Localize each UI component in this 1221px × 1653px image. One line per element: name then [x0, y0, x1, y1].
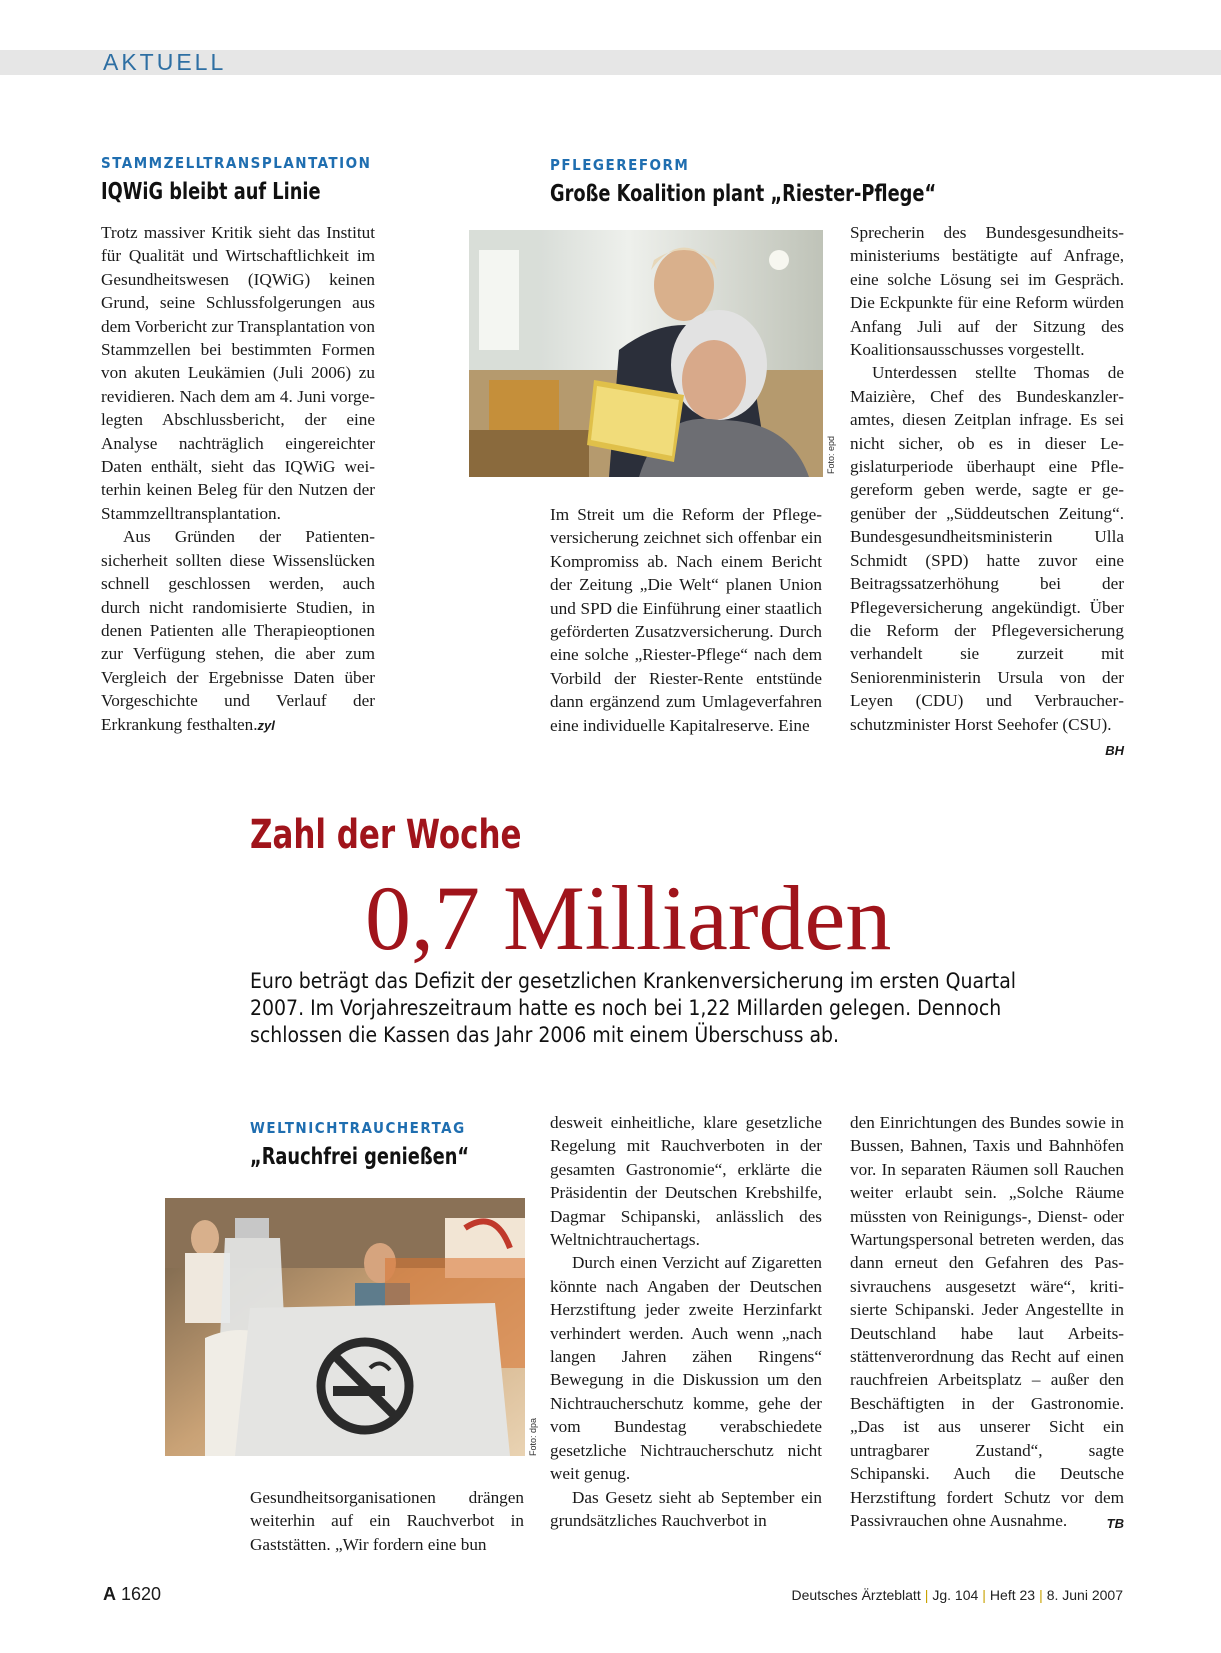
article3-column-3-text: den Einrichtungen des Bundes sowie in Bussen, Bahnen, Taxis und Bahnhöfen vor. In separaten Räumen soll Rauchen weiter erlaubt sein. „Solche Räume müssten von Reinigungs-, Dienst- oder Wartungspersonal betreten werden, das dann erneut den Gefahren des Passivrauchens ausgesetzt wäre“, kritisierte Schipanski. Jeder Angestellte in Deutschland habe laut Arbeitsstättenverordnung das Recht auf einen rauchfreien Arbeitsplatz – außer den Beschäftigten in der Gastronomie. „Das ist aus unserer Sicht ein untragbarer Zustand“, sagte Schipanski. Auch die Deutsche Herzstiftung fordert Schutz vor dem Passivrauchen ohne Ausnahme. TB	[850, 1111, 1124, 1532]
zahl-der-woche-number: 0,7 Milliarden	[365, 867, 892, 969]
article3-photo-credit: Foto: dpa	[528, 1417, 538, 1456]
journal-issue: Heft 23	[989, 1587, 1036, 1603]
section-label: AKTUELL	[103, 49, 227, 75]
photo-caregiver-reading-with-elderly-woman	[469, 230, 823, 477]
article3-signature: TB	[1106, 1515, 1124, 1531]
article3-paragraph-4: Das Gesetz sieht ab September ein grundsätzliches Rauchverbot in	[550, 1487, 822, 1530]
article3-paragraph-2: desweit einheitliche, klare gesetzliche Regelung mit Rauchverboten in der gesamten Gastronomie“, erklärte die Präsidentin der Deutschen Krebshilfe, Dagmar Schipanski, anlässlich des Weltnichtrauchertags.	[550, 1113, 822, 1250]
article2-headline: Große Koalition plant „Riester-Pflege“	[550, 181, 937, 207]
article1-kicker: STAMMZELLTRANSPLANTATION	[101, 154, 372, 172]
article2-paragraph-3: Unterdessen stellte Thomas de Maizière, Chef des Bundeskanzleramtes, diesen Zeitplan infrage. Es sei nicht sicher, ob es in dieser Legislaturperiode überhaupt eine Pflegereform geben werde, sagte er gegenüber der „Süddeutschen Zeitung“. Bundesgesundheitsministerin Ulla Schmidt (SPD) hatte zuvor eine Beitragssatzerhöhung bei der Pflegeversicherung angekündigt. Über die Reform der Pflegeversicherung verhandelt sie zurzeit mit Seniorenministerin Ursula von der Leyen (CDU) und Verbraucherschutzminister Horst Seehofer (CSU). BH	[850, 361, 1124, 736]
article3-column-1	[250, 1486, 524, 1556]
page-number	[103, 1583, 161, 1605]
article3-column-1-text: Gesundheitsorganisationen drängen weiterhin auf ein Rauchverbot in Gaststätten. „Wir fordern eine bun	[250, 1488, 524, 1554]
journal-info: Deutsches Ärzteblatt | Jg. 104 | Heft 23 | 8. Juni 2007	[791, 1587, 1123, 1603]
zahl-der-woche-text: Euro beträgt das Defizit der gesetzlichen Krankenversicherung im ersten Quartal 2007. Im Vorjahreszeitraum hatte es noch bei 1,22 Millarden gelegen. Dennoch schlossen die Kassen das Jahr 2006 mit einem Überschuss ab.	[250, 969, 1017, 1047]
page-prefix: A	[103, 1584, 116, 1604]
article2-paragraph-2: Sprecherin des Bundesgesundheitsministeriums bestätigte auf Anfrage, eine solche Lösung sei im Gespräch. Die Eckpunkte für eine Reform würden Anfang Juli auf der Sitzung des Koalitionsausschusses vorgestellt.	[850, 223, 1124, 360]
article2-signature: BH	[1105, 742, 1124, 758]
article1-signature: zyl	[257, 717, 275, 733]
article3-kicker: WELTNICHTRAUCHERTAG	[250, 1119, 466, 1137]
article2-kicker: PFLEGEREFORM	[550, 156, 690, 174]
article2-column-1	[550, 503, 822, 737]
photo-no-smoking-sign-restaurant	[165, 1198, 525, 1456]
article3-paragraph-3: Durch einen Verzicht auf Zigaretten könnte nach Angaben der Deutschen Herzstiftung jeder zweite Herzinfarkt verhindert werden. Auch wenn „nach langen Jahren zähen Ringens“ Bewegung in die Diskussion um den Nichtraucherschutz komme, gehe der vom Bundestag verabschiedete gesetzliche Nichtraucherschutz nicht weit genug.	[550, 1253, 822, 1484]
article3-headline: „Rauchfrei genießen“	[250, 1144, 470, 1170]
journal-date: 8. Juni 2007	[1046, 1587, 1123, 1603]
article1-paragraph-2: Aus Gründen der Patientensicherheit sollten diese Wissenslücken schnell geschlossen werden, auch durch nicht randomisierte Studien, in denen Patienten alle Therapieoptionen zur Verfügung stehen, die aber zum Vergleich der Ergebnisse Daten über Vorgeschichte und Verlauf der Erkrankung festhalten.zyl	[101, 527, 375, 734]
journal-volume: Jg. 104	[932, 1587, 979, 1603]
article2-column-2	[850, 221, 1124, 762]
article3-column-2	[550, 1111, 822, 1532]
journal-name: Deutsches Ärzteblatt	[791, 1587, 921, 1603]
article2-photo-credit: Foto: epd	[826, 435, 836, 474]
article1-headline: IQWiG bleibt auf Linie	[101, 179, 321, 205]
zahl-der-woche-title: Zahl der Woche	[250, 812, 522, 858]
article1-body	[101, 221, 375, 737]
article2-column-1-text: Im Streit um die Reform der Pflegeversicherung zeichnet sich offenbar ein Kompromiss ab. Nach einem Bericht der Zeitung „Die Welt“ planen Union und SPD die Einführung einer staatlich geförderten Zusatzversicherung. Durch eine solche „Riester-Pflege“ nach dem Vorbild der Riester-Rente entstünde dann ergänzend zum Umlageverfahren eine individuelle Kapitalreserve. Eine	[550, 505, 822, 735]
article3-column-3	[850, 1111, 1124, 1535]
page-number-value: 1620	[121, 1584, 162, 1604]
article1-paragraph-1: Trotz massiver Kritik sieht das Institut für Qualität und Wirtschaftlichkeit im Gesundheitswesen (IQWiG) keinen Grund, seine Schlussfolgerungen aus dem Vorbericht zur Transplantation von Stammzellen bei bestimmten Formen von akuten Leukämien (Juli 2006) zu revidieren. Nach dem am 4. Juni vorgelegten Abschlussbericht, der eine Analyse nachträglich eingereichter Daten enthält, sieht das IQWiG weiterhin keinen Beleg für den Nutzen der Stammzelltransplantation.	[101, 223, 375, 523]
